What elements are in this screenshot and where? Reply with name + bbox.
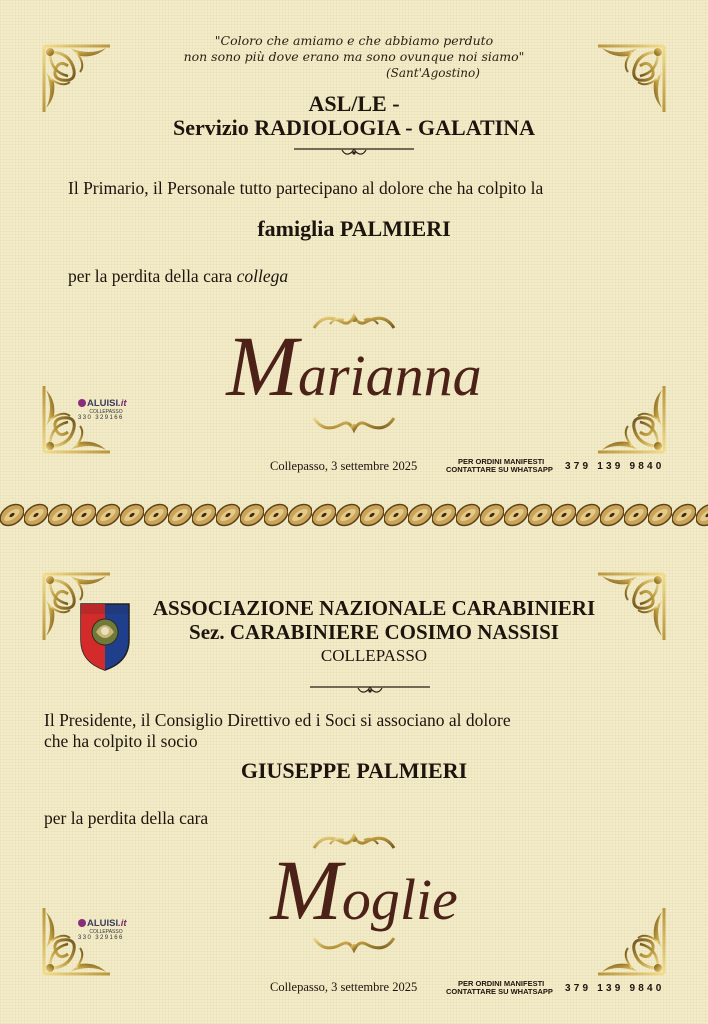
orders-note <box>446 458 553 474</box>
aluisi-logo <box>78 398 148 421</box>
aluisi-logo <box>78 918 148 941</box>
family-name: famiglia PALMIERI <box>257 216 451 241</box>
org-line: ASSOCIAZIONE NAZIONALE CARABINIERI <box>152 596 596 620</box>
name-rest: oglie <box>341 867 458 932</box>
announcement-line: Il Presidente, il Consiglio Direttivo ed i Soci si associano al dolore <box>44 710 511 730</box>
org-line: Servizio RADIOLOGIA - GALATINA <box>173 115 535 140</box>
announcement-top <box>0 0 708 492</box>
date-place: Collepasso, 3 settembre 2025 <box>270 459 418 473</box>
logo-town: COLLEPASSO <box>89 929 123 935</box>
org-line: COLLEPASSO <box>320 646 428 665</box>
announcement-line: che ha colpito il socio <box>44 731 198 751</box>
loss-emphasis: collega <box>236 266 289 286</box>
logo-domain: .it <box>118 398 127 409</box>
name-rest: arianna <box>297 343 482 408</box>
logo-name: ALUISI <box>87 398 119 409</box>
logo-mark-icon <box>78 399 86 407</box>
whatsapp-phone: 379 139 9840 <box>565 983 665 994</box>
announcement-text <box>44 710 511 752</box>
quote-author: (Sant'Agostino) <box>386 66 480 80</box>
scroll-divider-icon <box>310 682 430 696</box>
org-line: Sez. CARABINIERE COSIMO NASSISI <box>189 620 559 644</box>
announcement-text: Il Primario, il Personale tutto partecipano al dolore che ha colpito la <box>68 178 544 198</box>
logo-tel: 330 329166 <box>78 415 124 421</box>
orders-line: CONTATTARE SU WHATSAPP <box>446 987 553 996</box>
orders-note <box>446 980 553 996</box>
name-initial: M <box>226 318 298 414</box>
logo-domain: .it <box>118 918 127 929</box>
quote-line: "Coloro che amiamo e che abbiamo perduto <box>214 33 494 48</box>
logo-town: COLLEPASSO <box>89 409 123 415</box>
orders-line: PER ORDINI MANIFESTI <box>458 979 545 988</box>
quote-line: non sono più dove erano ma sono ovunque noi siamo" <box>183 49 525 64</box>
announcement-bottom <box>0 540 708 1024</box>
gold-rope-divider <box>0 498 708 532</box>
loss-text <box>68 266 288 287</box>
org-line: ASL/LE - <box>308 91 400 116</box>
quote <box>0 33 708 65</box>
whatsapp-phone: 379 139 9840 <box>565 461 665 472</box>
org-heading <box>40 596 708 668</box>
frame-bottom-icon <box>204 932 504 956</box>
person-name: GIUSEPPE PALMIERI <box>240 758 468 783</box>
loss-text: per la perdita della cara <box>44 808 209 828</box>
orders-line: PER ORDINI MANIFESTI <box>458 457 545 466</box>
frame-bottom-icon <box>204 412 504 436</box>
org-heading <box>0 92 708 140</box>
scroll-divider-icon <box>294 144 414 158</box>
loss-prefix: per la perdita della cara <box>68 266 237 286</box>
logo-tel: 330 329166 <box>78 935 124 941</box>
name-initial: M <box>270 842 342 938</box>
orders-line: CONTATTARE SU WHATSAPP <box>446 465 553 474</box>
logo-mark-icon <box>78 919 86 927</box>
logo-name: ALUISI <box>87 918 119 929</box>
date-place: Collepasso, 3 settembre 2025 <box>270 980 418 994</box>
